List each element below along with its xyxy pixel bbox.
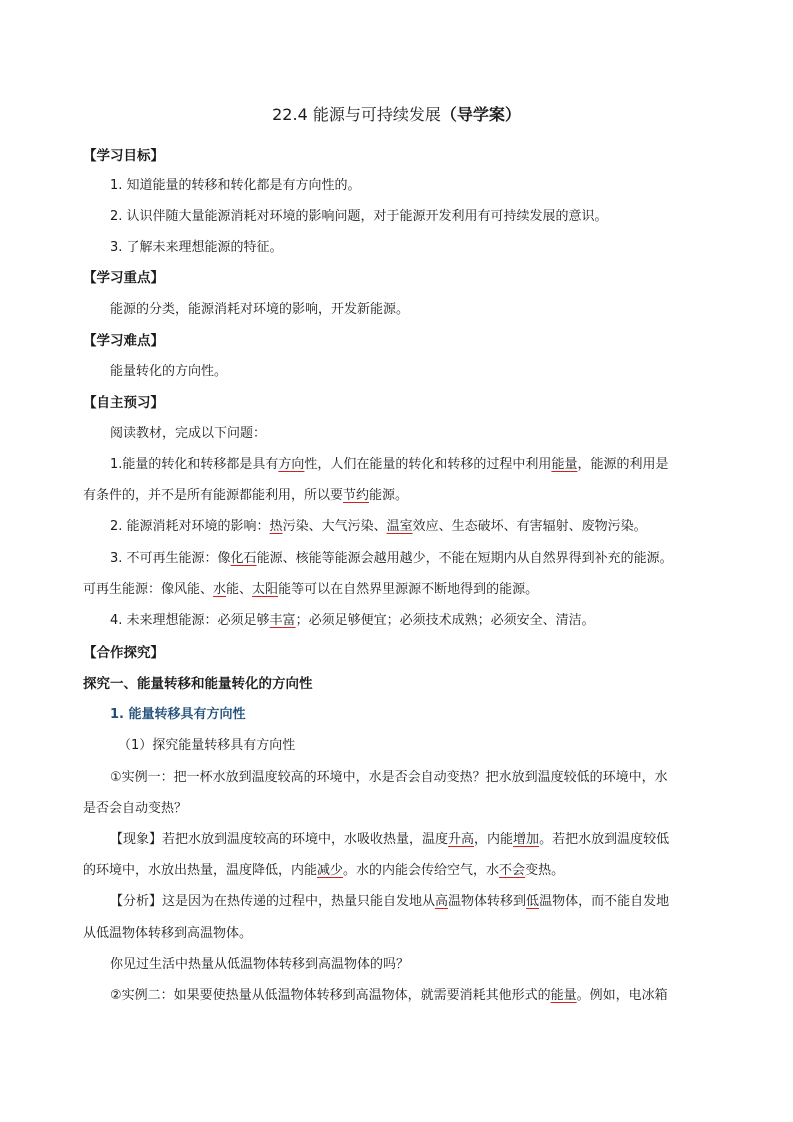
answer-blank: 高: [435, 894, 449, 909]
answer-blank: 水: [213, 582, 227, 597]
preview-p1-line1: 1.能量的转化和转移都是具有方向性，人们在能量的转化和转移的过程中利用能量，能源的利用是: [110, 457, 669, 472]
phenomenon-line1: 【现象】若把水放到温度较高的环境中，水吸收热量，温度升高，内能增加。若把水放到温度较低: [110, 832, 670, 847]
answer-blank: 化石: [230, 551, 257, 566]
key-text: 能源的分类，能源消耗对环境的影响，开发新能源。: [110, 302, 410, 317]
title-main: 22.4 能源与可持续发展: [272, 105, 441, 124]
answer-blank: 增加: [513, 832, 540, 847]
preview-intro: 阅读教材，完成以下问题：: [110, 426, 267, 441]
question: 你见过生活中热量从低温物体转移到高温物体的吗？: [110, 957, 410, 972]
answer-blank: 节约: [343, 488, 370, 503]
goals-heading: 【学习目标】: [83, 148, 164, 164]
analysis-line1: 【分析】这是因为在热传递的过程中，热量只能自发地从高温物体转移到低温物体，而不能自发地: [110, 894, 670, 909]
explore-subheading: 探究一、能量转移和能量转化的方向性: [83, 676, 313, 692]
title-suffix: （导学案）: [440, 105, 521, 124]
answer-blank: 能量: [550, 988, 577, 1003]
answer-blank: 能量: [551, 457, 578, 472]
goal-item: 3. 了解未来理想能源的特征。: [110, 240, 283, 255]
phenomenon-line2: 的环境中，水放出热量，温度降低，内能减少。水的内能会传给空气，水不会变热。: [83, 863, 565, 878]
answer-blank: 升高: [448, 832, 475, 847]
preview-heading: 【自主预习】: [83, 395, 164, 411]
analysis-line2: 从低温物体转移到高温物体。: [83, 926, 253, 941]
answer-blank: 减少: [317, 863, 344, 878]
goal-item: 1. 知道能量的转移和转化都是有方向性的。: [110, 178, 361, 193]
preview-p4: 4. 未来理想能源：必须足够丰富；必须足够便宜；必须技术成熟；必须安全、清洁。: [110, 613, 595, 628]
preview-p3-line2: 可再生能源：像风能、水能、太阳能等可以在自然界里源源不断地得到的能源。: [83, 582, 539, 597]
preview-p3-line1: 3. 不可再生能源：像化石能源、核能等能源会越用越少，不能在短期内从自然界得到补充的能源。: [110, 551, 673, 566]
answer-blank: 温室: [386, 519, 413, 534]
answer-blank: 不会: [499, 863, 526, 878]
goal-item: 2. 认识伴随大量能源消耗对环境的影响问题，对于能源开发利用有可持续发展的意识。: [110, 209, 608, 224]
example2-line1: ②实例二：如果要使热量从低温物体转移到高温物体，就需要消耗其他形式的能量。例如，电冰箱: [110, 988, 668, 1003]
preview-p1-line2: 有条件的，并不是所有能源都能利用，所以要节约能源。: [83, 488, 409, 503]
example1-line2: 是否会自动变热？: [83, 801, 188, 816]
answer-blank: 丰富: [269, 613, 296, 628]
answer-blank: 低: [526, 894, 540, 909]
answer-blank: 热: [269, 519, 283, 534]
preview-p2: 2. 能源消耗对环境的影响：热污染、大气污染、温室效应、生态破坏、有害辐射、废物污染。: [110, 519, 647, 534]
page-title: [0, 104, 793, 126]
explore-step: （1）探究能量转移具有方向性: [118, 738, 296, 753]
explore-heading: 【合作探究】: [83, 645, 164, 661]
answer-blank: 太阳: [252, 582, 279, 597]
difficulty-heading: 【学习难点】: [83, 333, 164, 349]
answer-blank: 方向: [278, 457, 305, 472]
example1-line1: ①实例一：把一杯水放到温度较高的环境中，水是否会自动变热？把水放到温度较低的环境中，水: [110, 770, 668, 785]
difficulty-text: 能量转化的方向性。: [110, 364, 228, 379]
key-heading: 【学习重点】: [83, 270, 164, 286]
explore-point: 1. 能量转移具有方向性: [110, 707, 246, 722]
